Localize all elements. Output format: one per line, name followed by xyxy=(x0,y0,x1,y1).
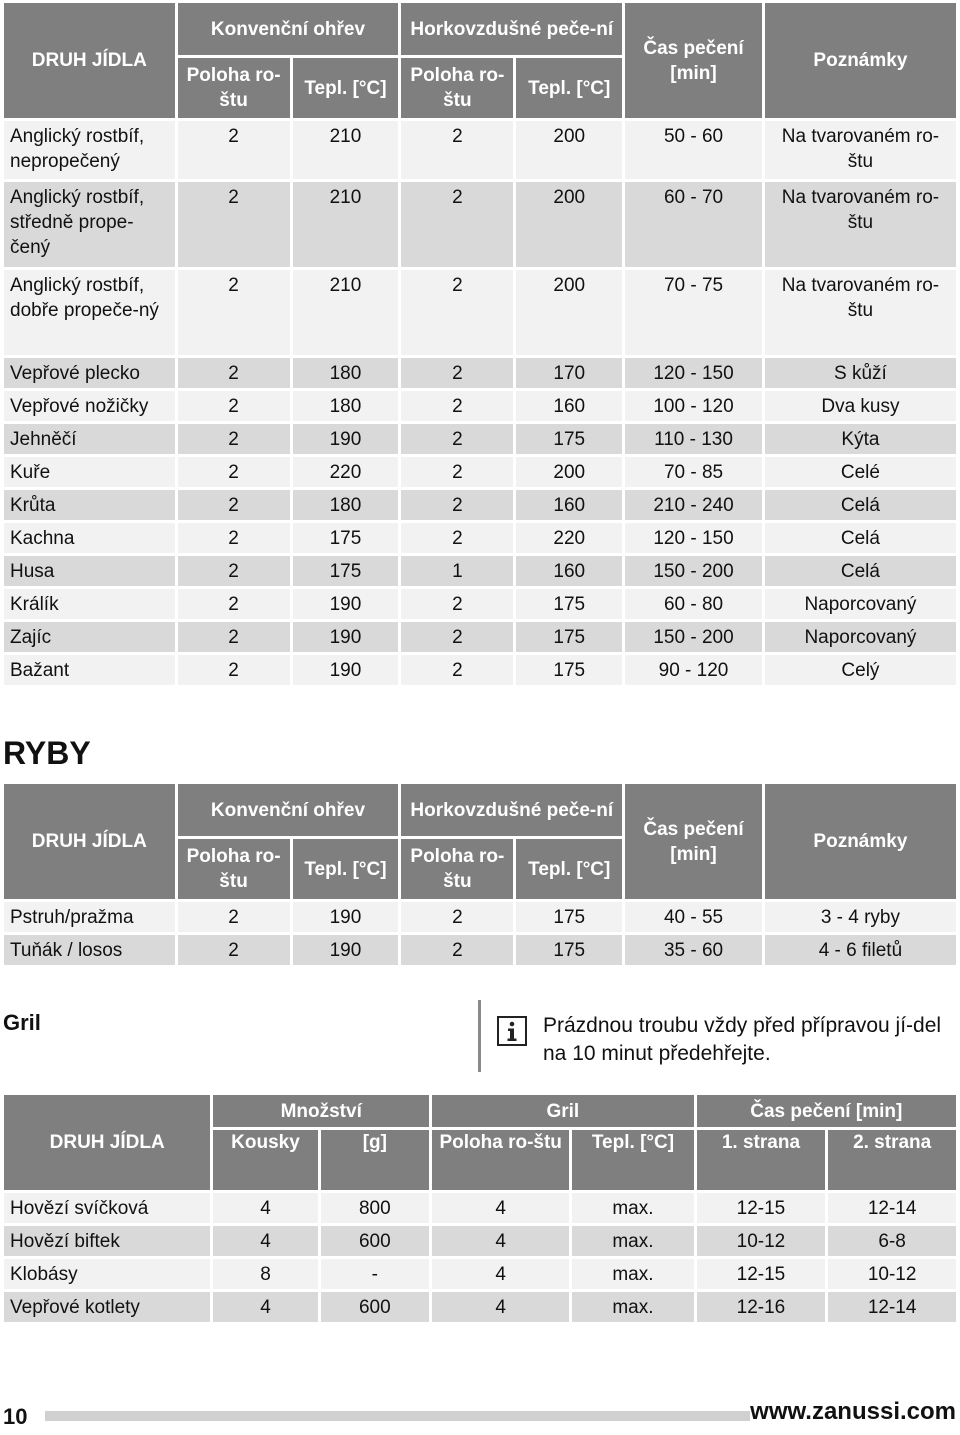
cell-ht: 175 xyxy=(516,424,622,454)
cell-cas: 70 - 75 xyxy=(625,270,762,355)
cell-poloha: 4 xyxy=(432,1226,569,1256)
cell-g: 600 xyxy=(321,1226,430,1256)
cell-kp: 2 xyxy=(178,589,290,619)
grill-table-header xyxy=(4,1095,956,1190)
cell-note: Naporcovaný xyxy=(765,622,956,652)
table-row xyxy=(4,655,956,685)
cell-name: Klobásy xyxy=(4,1259,210,1289)
cell-kusy: 4 xyxy=(213,1226,317,1256)
cell-tepl: max. xyxy=(572,1292,693,1322)
cell-kp: 2 xyxy=(178,457,290,487)
cell-note: Na tvarovaném ro-štu xyxy=(765,121,956,179)
cell-kp: 2 xyxy=(178,490,290,520)
cell-kusy: 8 xyxy=(213,1259,317,1289)
table-row xyxy=(4,490,956,520)
cell-cas: 40 - 55 xyxy=(625,902,762,932)
cell-ht: 160 xyxy=(516,556,622,586)
header-cas: Čas pečení [min] xyxy=(625,3,762,118)
cell-kusy: 4 xyxy=(213,1292,317,1322)
cell-kt: 210 xyxy=(293,182,399,267)
cell-kp: 2 xyxy=(178,391,290,421)
fish-table-body xyxy=(4,902,956,965)
meat-table xyxy=(1,0,959,688)
cell-s2: 12-14 xyxy=(828,1193,956,1223)
table-row xyxy=(4,556,956,586)
cell-cas: 100 - 120 xyxy=(625,391,762,421)
cell-ht: 170 xyxy=(516,358,622,388)
cell-s1: 10-12 xyxy=(697,1226,826,1256)
cell-kp: 2 xyxy=(178,121,290,179)
header-konv-poloha: Poloha ro-štu xyxy=(178,58,290,118)
header-strana-1: 1. strana xyxy=(697,1130,826,1190)
header-konvencni: Konvenční ohřev xyxy=(178,3,399,55)
section-heading-gril: Gril xyxy=(3,1010,41,1035)
cell-kp: 2 xyxy=(178,655,290,685)
cell-cas: 60 - 80 xyxy=(625,589,762,619)
cell-kp: 2 xyxy=(178,935,290,965)
header-cas: Čas pečení [min] xyxy=(625,784,762,899)
preheat-note xyxy=(478,1000,951,1072)
cell-name: Kachna xyxy=(4,523,175,553)
cell-name: Krůta xyxy=(4,490,175,520)
cell-kp: 2 xyxy=(178,556,290,586)
cell-name: Tuňák / losos xyxy=(4,935,175,965)
preheat-note-text: Prázdnou troubu vždy před přípravou jí-del na 10 minut předehřejte. xyxy=(543,1014,942,1065)
cell-kp: 2 xyxy=(178,182,290,267)
cell-tepl: max. xyxy=(572,1259,693,1289)
cell-note: Dva kusy xyxy=(765,391,956,421)
cell-hp: 2 xyxy=(401,121,513,179)
table-row xyxy=(4,1226,956,1256)
header-hork-tepl: Tepl. [°C] xyxy=(516,58,622,118)
cell-g: 800 xyxy=(321,1193,430,1223)
table-row xyxy=(4,457,956,487)
header-druh: DRUH JÍDLA xyxy=(4,784,175,899)
cell-kt: 190 xyxy=(293,622,399,652)
header-hork-poloha: Poloha ro-štu xyxy=(401,839,513,899)
header-cas: Čas pečení [min] xyxy=(697,1095,956,1127)
cell-name: Anglický rostbíf, nepropečený xyxy=(4,121,175,179)
cell-hp: 2 xyxy=(401,622,513,652)
cell-hp: 2 xyxy=(401,655,513,685)
cell-name: Vepřové kotlety xyxy=(4,1292,210,1322)
cell-kp: 2 xyxy=(178,902,290,932)
cell-cas: 90 - 120 xyxy=(625,655,762,685)
table-row xyxy=(4,391,956,421)
header-druh: DRUH JÍDLA xyxy=(4,1095,210,1190)
cell-hp: 2 xyxy=(401,589,513,619)
cell-hp: 2 xyxy=(401,490,513,520)
cell-note: 4 - 6 filetů xyxy=(765,935,956,965)
cell-s1: 12-15 xyxy=(697,1193,826,1223)
cell-ht: 175 xyxy=(516,589,622,619)
cell-cas: 210 - 240 xyxy=(625,490,762,520)
header-druh: DRUH JÍDLA xyxy=(4,3,175,118)
cell-note: Celé xyxy=(765,457,956,487)
table-row xyxy=(4,1259,956,1289)
header-strana-2: 2. strana xyxy=(828,1130,956,1190)
cell-kp: 2 xyxy=(178,270,290,355)
table-row xyxy=(4,1292,956,1322)
cell-kp: 2 xyxy=(178,622,290,652)
header-konv-poloha: Poloha ro-štu xyxy=(178,839,290,899)
cell-kt: 190 xyxy=(293,902,399,932)
cell-ht: 200 xyxy=(516,182,622,267)
header-horkovzdusne: Horkovzdušné peče-ní xyxy=(401,784,622,836)
cell-cas: 110 - 130 xyxy=(625,424,762,454)
cell-cas: 50 - 60 xyxy=(625,121,762,179)
cell-hp: 2 xyxy=(401,902,513,932)
header-poznamky: Poznámky xyxy=(765,784,956,899)
cell-name: Zajíc xyxy=(4,622,175,652)
cell-note: S kůží xyxy=(765,358,956,388)
cell-s1: 12-15 xyxy=(697,1259,826,1289)
table-row xyxy=(4,424,956,454)
cell-poloha: 4 xyxy=(432,1193,569,1223)
cell-s2: 10-12 xyxy=(828,1259,956,1289)
page-number: 10 xyxy=(3,1404,28,1429)
cell-name: Husa xyxy=(4,556,175,586)
cell-poloha: 4 xyxy=(432,1292,569,1322)
table-row xyxy=(4,622,956,652)
cell-note: Na tvarovaném ro-štu xyxy=(765,182,956,267)
cell-ht: 200 xyxy=(516,270,622,355)
cell-note: Na tvarovaném ro-štu xyxy=(765,270,956,355)
cell-name: Vepřové plecko xyxy=(4,358,175,388)
header-gril: Gril xyxy=(432,1095,694,1127)
cell-hp: 2 xyxy=(401,424,513,454)
cell-cas: 150 - 200 xyxy=(625,556,762,586)
grill-table-body xyxy=(4,1193,956,1322)
header-hork-poloha: Poloha ro-štu xyxy=(401,58,513,118)
cell-note: Celá xyxy=(765,490,956,520)
cell-kt: 175 xyxy=(293,556,399,586)
cell-kusy: 4 xyxy=(213,1193,317,1223)
meat-table-header xyxy=(4,3,956,118)
cell-ht: 220 xyxy=(516,523,622,553)
table-row xyxy=(4,358,956,388)
cell-kt: 190 xyxy=(293,935,399,965)
cell-name: Pstruh/pražma xyxy=(4,902,175,932)
cell-note: Naporcovaný xyxy=(765,589,956,619)
cell-cas: 150 - 200 xyxy=(625,622,762,652)
info-icon xyxy=(497,1016,527,1046)
fish-table xyxy=(1,781,959,968)
section-heading-ryby: RYBY xyxy=(3,735,91,771)
table-row xyxy=(4,935,956,965)
cell-ht: 175 xyxy=(516,622,622,652)
table-row xyxy=(4,182,956,267)
cell-kt: 175 xyxy=(293,523,399,553)
header-konv-tepl: Tepl. [°C] xyxy=(293,839,399,899)
cell-tepl: max. xyxy=(572,1226,693,1256)
cell-name: Jehněčí xyxy=(4,424,175,454)
header-tepl: Tepl. [°C] xyxy=(572,1130,693,1190)
cell-hp: 2 xyxy=(401,935,513,965)
meat-table-body xyxy=(4,121,956,685)
cell-kt: 220 xyxy=(293,457,399,487)
table-row xyxy=(4,902,956,932)
cell-hp: 2 xyxy=(401,523,513,553)
header-konvencni: Konvenční ohřev xyxy=(178,784,399,836)
cell-ht: 160 xyxy=(516,490,622,520)
cell-note: Celá xyxy=(765,556,956,586)
cell-g: - xyxy=(321,1259,430,1289)
cell-hp: 2 xyxy=(401,270,513,355)
cell-kp: 2 xyxy=(178,523,290,553)
cell-s2: 12-14 xyxy=(828,1292,956,1322)
cell-ht: 175 xyxy=(516,655,622,685)
cell-note: Celá xyxy=(765,523,956,553)
cell-kp: 2 xyxy=(178,358,290,388)
cell-ht: 200 xyxy=(516,121,622,179)
cell-hp: 1 xyxy=(401,556,513,586)
header-g: [g] xyxy=(321,1130,430,1190)
cell-kt: 190 xyxy=(293,424,399,454)
table-row xyxy=(4,270,956,355)
cell-cas: 120 - 150 xyxy=(625,358,762,388)
cell-name: Bažant xyxy=(4,655,175,685)
table-row xyxy=(4,523,956,553)
cell-name: Kuře xyxy=(4,457,175,487)
cell-cas: 70 - 85 xyxy=(625,457,762,487)
cell-note: Kýta xyxy=(765,424,956,454)
grill-table xyxy=(1,1092,959,1325)
cell-s1: 12-16 xyxy=(697,1292,826,1322)
cell-kt: 190 xyxy=(293,655,399,685)
header-mnozstvi: Množství xyxy=(213,1095,429,1127)
table-row xyxy=(4,121,956,179)
cell-hp: 2 xyxy=(401,358,513,388)
cell-s2: 6-8 xyxy=(828,1226,956,1256)
cell-name: Králík xyxy=(4,589,175,619)
header-kousky: Kousky xyxy=(213,1130,317,1190)
cell-name: Hovězí svíčková xyxy=(4,1193,210,1223)
header-horkovzdusne: Horkovzdušné peče-ní xyxy=(401,3,622,55)
cell-ht: 175 xyxy=(516,935,622,965)
cell-kt: 180 xyxy=(293,358,399,388)
cell-cas: 35 - 60 xyxy=(625,935,762,965)
cell-ht: 160 xyxy=(516,391,622,421)
cell-ht: 200 xyxy=(516,457,622,487)
cell-name: Hovězí biftek xyxy=(4,1226,210,1256)
cell-name: Vepřové nožičky xyxy=(4,391,175,421)
cell-kt: 180 xyxy=(293,490,399,520)
cell-name: Anglický rostbíf, dobře propeče-ný xyxy=(4,270,175,355)
cell-note: 3 - 4 ryby xyxy=(765,902,956,932)
cell-hp: 2 xyxy=(401,182,513,267)
cell-kp: 2 xyxy=(178,424,290,454)
cell-name: Anglický rostbíf, středně prope-čený xyxy=(4,182,175,267)
cell-poloha: 4 xyxy=(432,1259,569,1289)
fish-table-header xyxy=(4,784,956,899)
table-row xyxy=(4,1193,956,1223)
cell-cas: 120 - 150 xyxy=(625,523,762,553)
cell-kt: 210 xyxy=(293,270,399,355)
table-row xyxy=(4,589,956,619)
cell-tepl: max. xyxy=(572,1193,693,1223)
cell-hp: 2 xyxy=(401,457,513,487)
website-link[interactable]: www.zanussi.com xyxy=(750,1398,956,1425)
cell-g: 600 xyxy=(321,1292,430,1322)
cell-cas: 60 - 70 xyxy=(625,182,762,267)
header-poznamky: Poznámky xyxy=(765,3,956,118)
header-poloha: Poloha ro-štu xyxy=(432,1130,569,1190)
cell-hp: 2 xyxy=(401,391,513,421)
footer-divider xyxy=(45,1411,750,1421)
cell-kt: 210 xyxy=(293,121,399,179)
cell-kt: 180 xyxy=(293,391,399,421)
cell-kt: 190 xyxy=(293,589,399,619)
cell-note: Celý xyxy=(765,655,956,685)
header-konv-tepl: Tepl. [°C] xyxy=(293,58,399,118)
cell-ht: 175 xyxy=(516,902,622,932)
header-hork-tepl: Tepl. [°C] xyxy=(516,839,622,899)
